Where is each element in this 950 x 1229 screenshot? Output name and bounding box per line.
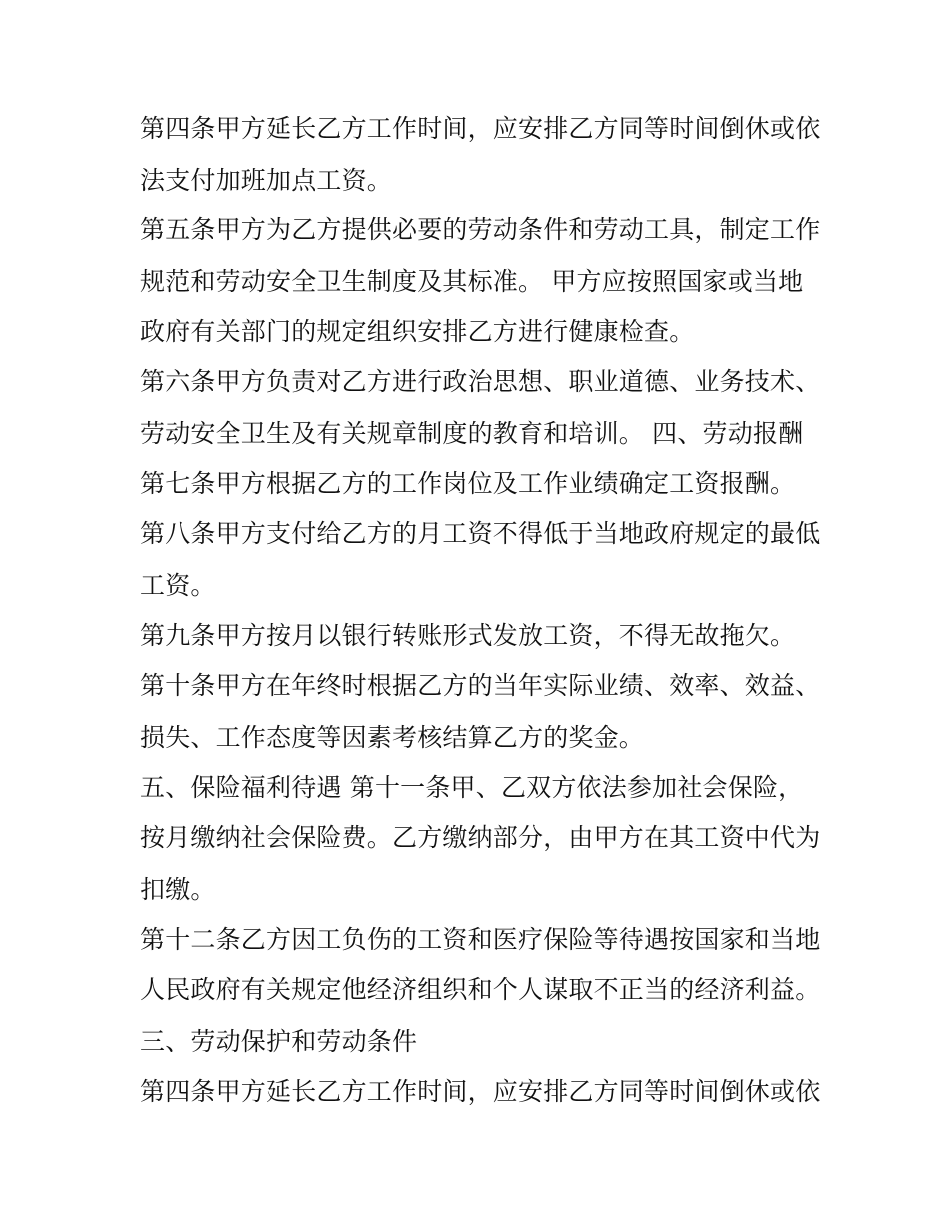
- text-line-4: 规范和劳动安全卫生制度及其标准。 甲方应按照国家或当地: [140, 267, 804, 296]
- text-line-14: 五、保险福利待遇 第十一条甲、乙双方依法参加社会保险，: [140, 773, 804, 802]
- text-line-19: 三、劳动保护和劳动条件: [140, 1027, 418, 1056]
- text-line-7: 劳动安全卫生及有关规章制度的教育和培训。 四、劳动报酬: [140, 419, 804, 448]
- text-line-8: 第七条甲方根据乙方的工作岗位及工作业绩确定工资报酬。: [140, 469, 796, 498]
- text-line-20: 第四条甲方延长乙方工作时间，应安排乙方同等时间倒休或依: [140, 1077, 821, 1106]
- text-line-1: 第四条甲方延长乙方工作时间，应安排乙方同等时间倒休或依: [140, 114, 821, 143]
- text-line-16: 扣缴。: [140, 875, 216, 904]
- text-line-18: 人民政府有关规定他经济组织和个人谋取不正当的经济利益。: [140, 975, 821, 1004]
- text-line-3: 第五条甲方为乙方提供必要的劳动条件和劳动工具，制定工作: [140, 215, 821, 244]
- text-line-13: 损失、工作态度等因素考核结算乙方的奖金。: [140, 723, 645, 752]
- text-line-9: 第八条甲方支付给乙方的月工资不得低于当地政府规定的最低: [140, 519, 821, 548]
- text-line-10: 工资。: [140, 571, 216, 600]
- text-line-11: 第九条甲方按月以银行转账形式发放工资，不得无故拖欠。: [140, 621, 796, 650]
- text-line-12: 第十条甲方在年终时根据乙方的当年实际业绩、效率、效益、: [140, 671, 821, 700]
- text-line-2: 法支付加班加点工资。: [140, 166, 393, 195]
- text-line-17: 第十二条乙方因工负伤的工资和医疗保险等待遇按国家和当地: [140, 925, 821, 954]
- text-line-6: 第六条甲方负责对乙方进行政治思想、职业道德、业务技术、: [140, 367, 821, 396]
- text-line-5: 政府有关部门的规定组织安排乙方进行健康检查。: [140, 317, 695, 346]
- text-line-15: 按月缴纳社会保险费。乙方缴纳部分，由甲方在其工资中代为: [140, 823, 821, 852]
